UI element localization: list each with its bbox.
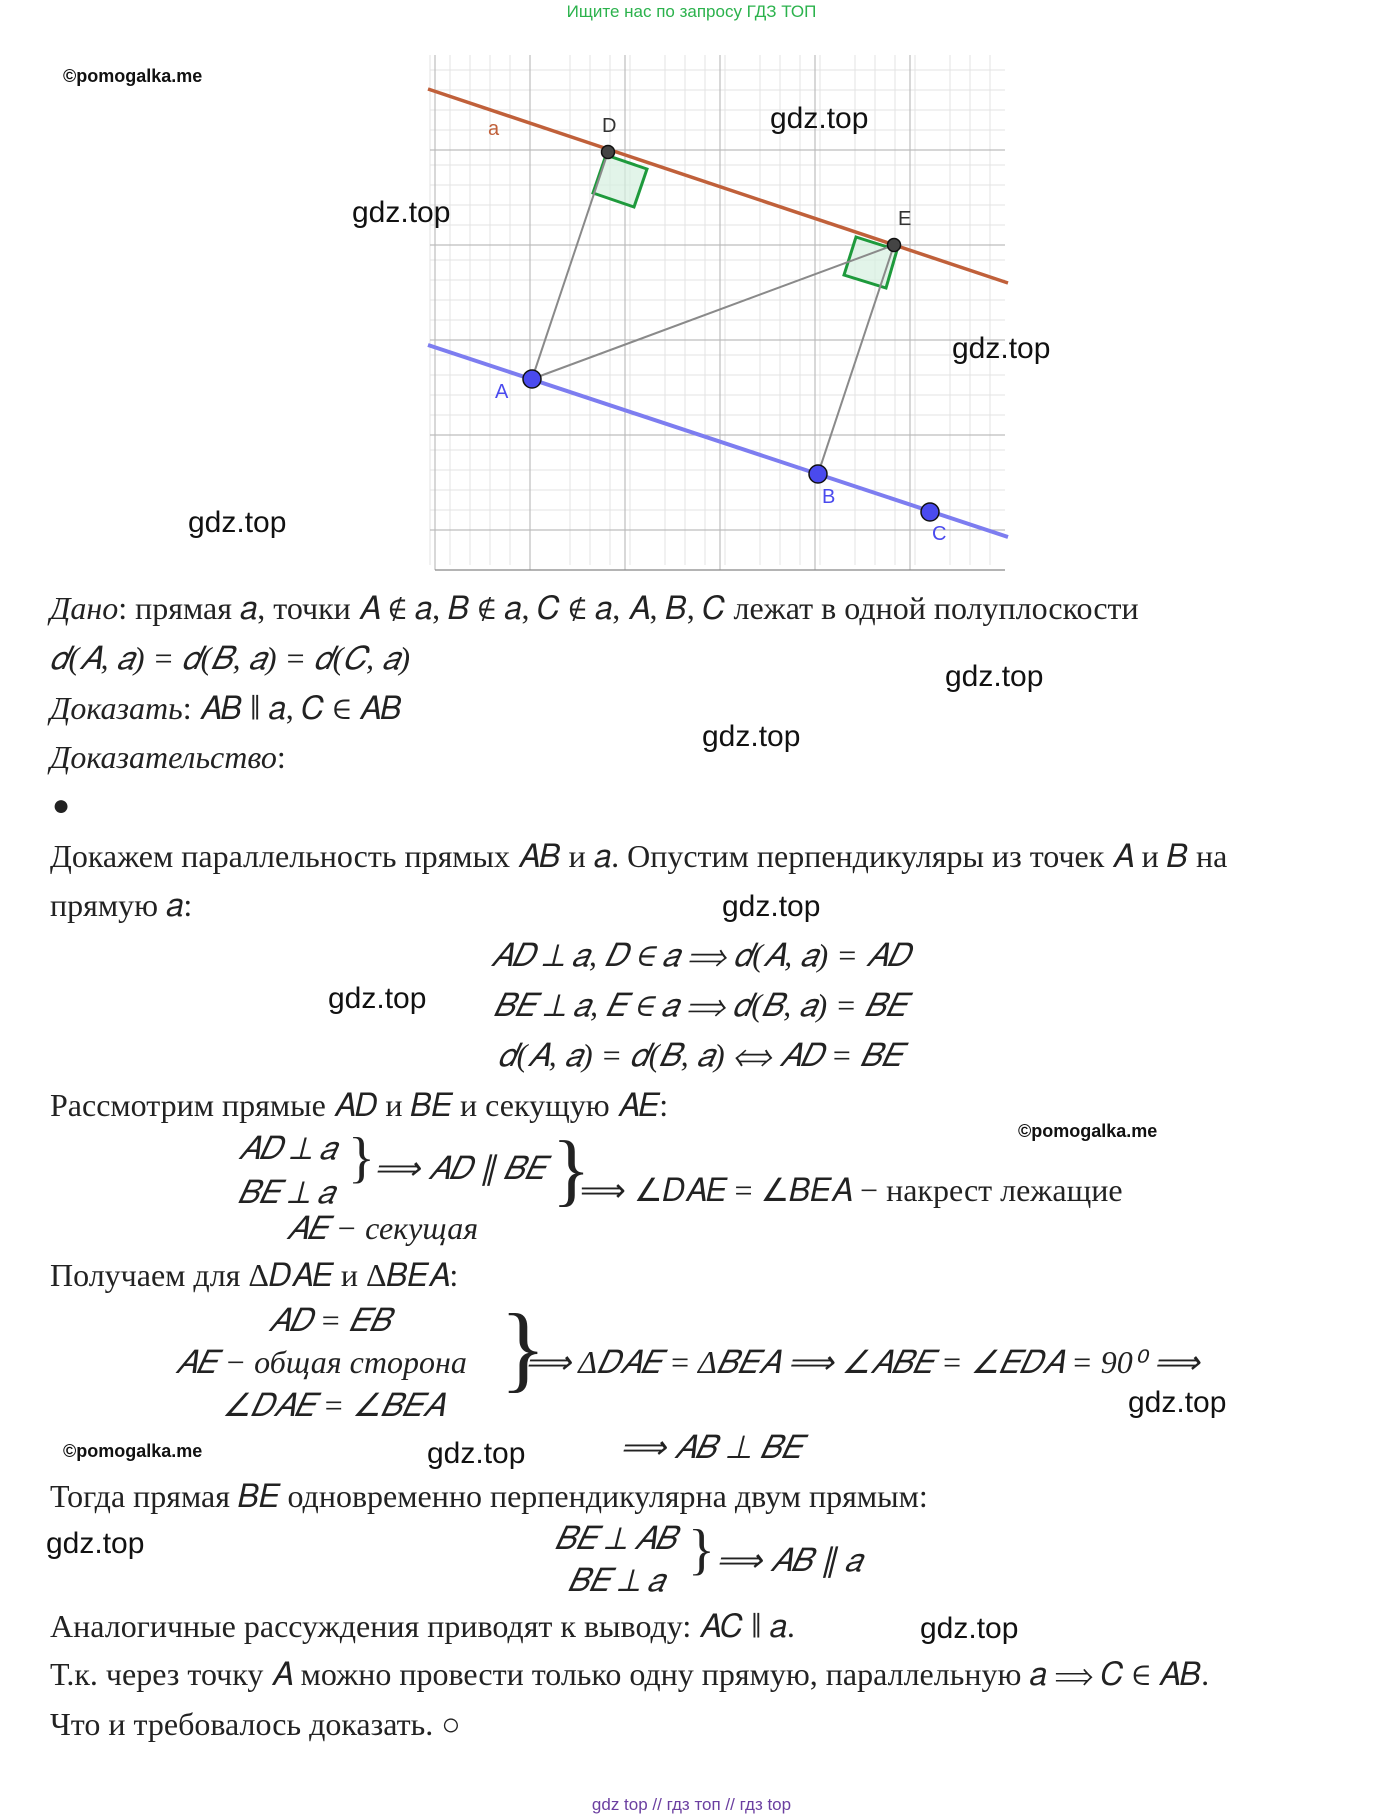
copyright-mark: ©pomogalka.me xyxy=(1018,1121,1158,1141)
proof-label: Доказательство xyxy=(50,739,277,775)
sys2-line3: ∠𝐷𝐴𝐸 = ∠𝐵𝐸𝐴 xyxy=(222,1387,444,1423)
label-line-a: a xyxy=(488,118,500,140)
sys2-line2: 𝐴𝐸 − общая сторона xyxy=(175,1344,467,1380)
sys1-outer-brace: } xyxy=(552,1126,591,1214)
line-ab xyxy=(428,345,1008,537)
label-a: A xyxy=(495,381,509,403)
given-label: Дано xyxy=(50,590,119,626)
watermark: gdz.top xyxy=(702,720,801,753)
watermark: gdz.top xyxy=(920,1612,1019,1645)
consider-line: Рассмотрим прямые 𝐴𝐷 и 𝐵𝐸 и секущую 𝐴𝐸: xyxy=(50,1087,669,1123)
sys3-line2: 𝐵𝐸 ⊥ 𝑎 xyxy=(568,1562,665,1598)
given-line xyxy=(50,588,1139,628)
paragraph1-line2: прямую 𝑎: xyxy=(50,887,193,923)
watermark: gdz.top xyxy=(46,1527,145,1560)
sys3-brace: } xyxy=(688,1519,715,1581)
segment-ae xyxy=(532,245,894,379)
watermark: gdz.top xyxy=(770,102,869,135)
sys2-line1: 𝐴𝐷 = 𝐸𝐵 xyxy=(268,1302,391,1338)
watermark: gdz.top xyxy=(188,506,287,539)
sys1-line3 xyxy=(286,1208,478,1248)
qed-line: Что и требовалось доказать. ○ xyxy=(50,1706,461,1742)
watermark: gdz.top xyxy=(722,890,821,923)
grid-major xyxy=(430,55,1005,570)
equation-3: 𝑑(𝐴, 𝑎) = 𝑑(𝐵, 𝑎) ⟺ 𝐴𝐷 = 𝐵𝐸 xyxy=(498,1037,902,1073)
watermark: gdz.top xyxy=(952,332,1051,365)
sys2-result-2: ⟹ 𝐴𝐵 ⊥ 𝐵𝐸 xyxy=(620,1429,802,1465)
sys3-result: ⟹ 𝐴𝐵 ∥ 𝑎 xyxy=(716,1542,862,1578)
watermark: gdz.top xyxy=(328,982,427,1015)
proof-line xyxy=(50,737,286,777)
line-a xyxy=(428,89,1008,283)
label-e: E xyxy=(898,208,912,230)
right-angle-d xyxy=(593,155,647,207)
paragraph1-line1: Докажем параллельность прямых 𝐴𝐵 и 𝑎. Опустим перпендикуляры из точек 𝐴 и 𝐵 на xyxy=(50,838,1228,874)
watermark: gdz.top xyxy=(1128,1386,1227,1419)
bullet: ● xyxy=(52,789,71,822)
point-b xyxy=(809,465,827,483)
then-line: Тогда прямая 𝐵𝐸 одновременно перпендикулярна двум прямым: xyxy=(50,1478,928,1514)
point-c xyxy=(921,503,939,521)
sys1-line2: 𝐵𝐸 ⊥ 𝑎 xyxy=(238,1174,335,1210)
geometry-figure xyxy=(420,55,1010,575)
given-distances: 𝑑(𝐴, 𝑎) = 𝑑(𝐵, 𝑎) = 𝑑(𝐶, 𝑎) xyxy=(50,640,410,676)
footer-links[interactable]: gdz top // гдз топ // гдз top xyxy=(591,1795,792,1814)
sys1-line1: 𝐴𝐷 ⊥ 𝑎 xyxy=(238,1130,337,1166)
sys2-brace: } xyxy=(500,1294,547,1401)
since-line: Т.к. через точку 𝐴 можно провести только одну прямую, параллельную 𝑎 ⟹ 𝐶 ∈ 𝐴𝐵. xyxy=(50,1656,1210,1692)
point-d xyxy=(602,146,615,159)
point-a xyxy=(523,370,541,388)
label-d: D xyxy=(602,115,617,137)
obtain-line: Получаем для Δ𝐷𝐴𝐸 и Δ𝐵𝐸𝐴: xyxy=(50,1257,459,1293)
similar-line: Аналогичные рассуждения приводят к выводу: 𝐴𝐶 ∥ 𝑎. xyxy=(50,1608,795,1644)
sys3-line1: 𝐵𝐸 ⊥ 𝐴𝐵 xyxy=(555,1520,677,1556)
watermark: gdz.top xyxy=(352,196,451,229)
label-c: C xyxy=(932,523,947,545)
sys1-result: ⟹ ∠𝐷𝐴𝐸 = ∠𝐵𝐸𝐴 − накрест лежащие xyxy=(580,1172,1123,1208)
sys1-line3-text: 𝐴𝐸 − секущая xyxy=(286,1210,479,1246)
watermark: gdz.top xyxy=(945,660,1044,693)
copyright-mark: ©pomogalka.me xyxy=(63,1441,203,1461)
prove-label: Доказать xyxy=(50,690,183,726)
equation-1: 𝐴𝐷 ⊥ 𝑎, 𝐷 ∈ 𝑎 ⟹ 𝑑(𝐴, 𝑎) = 𝐴𝐷 xyxy=(490,937,910,973)
watermark: gdz.top xyxy=(427,1437,526,1470)
proof-colon: : xyxy=(276,739,286,775)
sys1-intermediate: ⟹ 𝐴𝐷 ∥ 𝐵𝐸 xyxy=(374,1150,546,1186)
prove-text: : 𝐴𝐵 ∥ 𝑎, 𝐶 ∈ 𝐴𝐵 xyxy=(182,690,402,726)
label-b: B xyxy=(822,486,836,508)
equation-2: 𝐵𝐸 ⊥ 𝑎, 𝐸 ∈ 𝑎 ⟹ 𝑑(𝐵, 𝑎) = 𝐵𝐸 xyxy=(493,987,907,1023)
prove-line xyxy=(50,688,402,728)
point-e xyxy=(888,239,901,252)
sys1-inner-brace: } xyxy=(348,1127,375,1189)
given-text: : прямая 𝑎, точки 𝐴 ∉ 𝑎, 𝐵 ∉ 𝑎, 𝐶 ∉ 𝑎, 𝐴, 𝐵, 𝐶 лежат в одной полуплоскости xyxy=(118,590,1139,626)
copyright-mark: ©pomogalka.me xyxy=(63,66,203,86)
top-banner[interactable]: Ищите нас по запросу ГДЗ ТОП xyxy=(566,2,817,21)
sys2-result: ⟹ Δ𝐷𝐴𝐸 = Δ𝐵𝐸𝐴 ⟹ ∠𝐴𝐵𝐸 = ∠𝐸𝐷𝐴 = 90⁰ ⟹ xyxy=(525,1344,1200,1380)
